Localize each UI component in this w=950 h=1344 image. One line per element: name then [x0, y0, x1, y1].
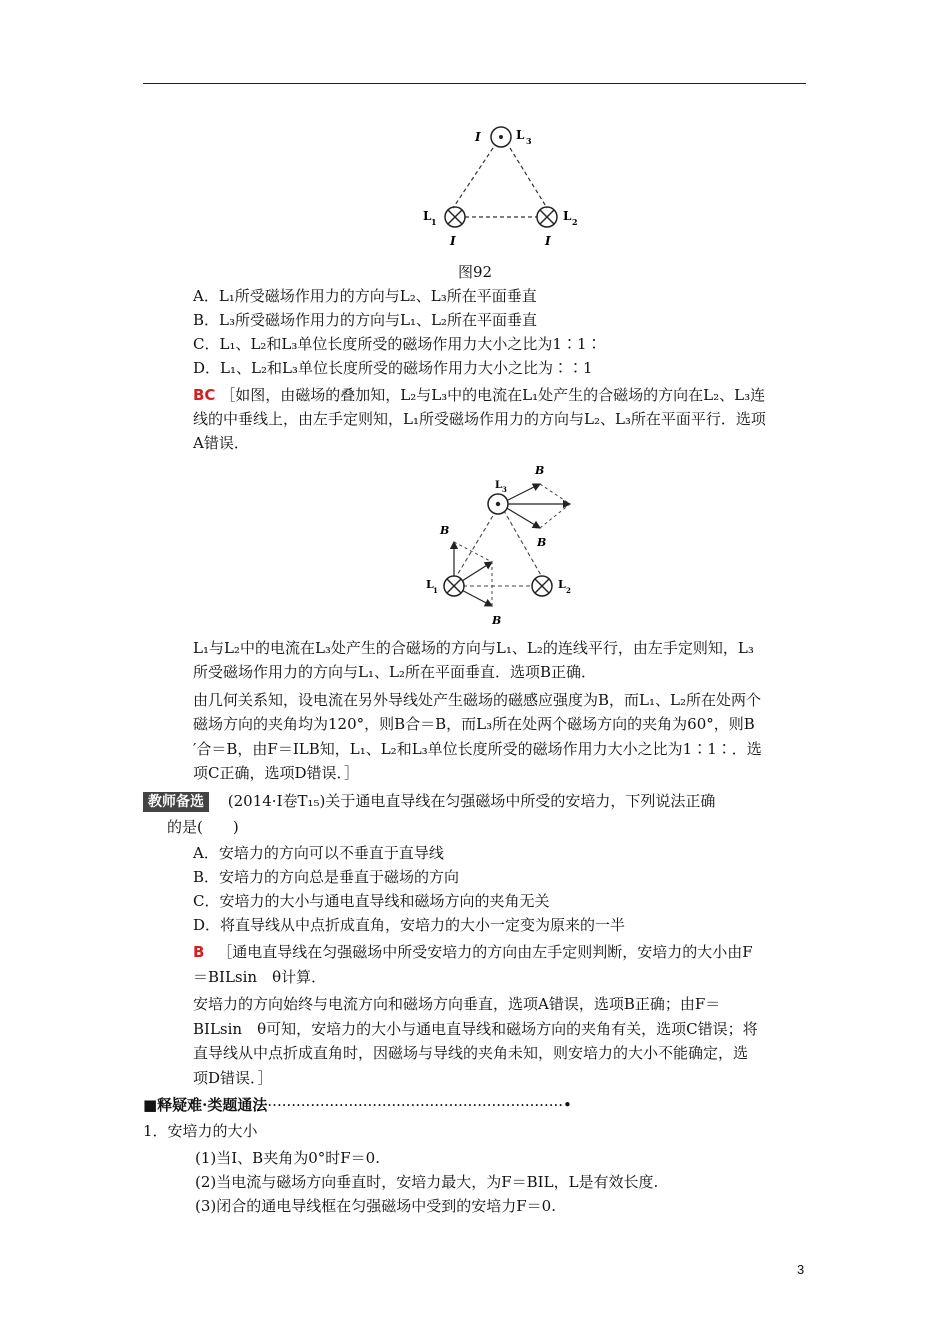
option-d: D．L₁、L₂和L₃单位长度所受的磁场作用力大小之比为∶∶1: [193, 359, 593, 377]
svg-text:2: 2: [566, 586, 571, 595]
label-l3: L: [495, 480, 503, 491]
teacher-explanation: BILsin θ可知，安培力的大小与通电直导线和磁场方向的夹角有关，选项C错误；将: [193, 1020, 758, 1038]
explanation-line: A错误．: [193, 434, 249, 452]
label-l1: L: [426, 578, 434, 591]
explanation-line: 线的中垂线上，由左手定则知，L₁所受磁场作用力的方向与L₂、L₃所在平面平行．选项: [193, 410, 766, 428]
label-l2: L: [558, 578, 566, 591]
section-point: (2)当电流与磁场方向垂直时，安培力最大，为F＝BIL，L是有效长度.: [195, 1173, 659, 1191]
teacher-explanation: 安培力的方向始终与电流方向和磁场方向垂直，选项A错误，选项B正确；由F＝: [193, 995, 721, 1013]
explanation2-line: ′合＝B，由F＝ILB知，L₁、L₂和L₃单位长度所受的磁场作用力大小之比为1∶1∶．选: [193, 740, 762, 758]
option-b: B．L₃所受磁场作用力的方向与L₁、L₂所在平面垂直: [193, 311, 537, 329]
section-item-1: 1．安培力的大小: [143, 1122, 258, 1140]
teacher-explanation: ［通电直导线在匀强磁场中所受安培力的方向由左手定则判断，安培力的大小由F: [217, 943, 753, 961]
label-top-i: I: [475, 130, 481, 144]
teacher-explanation: 直导线从中点折成直角时，因磁场与导线的夹角未知，则安培力的大小不能确定，选: [193, 1044, 749, 1062]
explanation2-line: 由几何关系知，设电流在另外导线处产生磁场的磁感应强度为B，而L₁、L₂所在处两个: [193, 691, 761, 709]
teacher-option-d: D．将直导线从中点折成直角，安培力的大小一定变为原来的一半: [193, 916, 626, 934]
option-c: C．L₁、L₂和L₃单位长度所受的磁场作用力大小之比为1∶1∶: [193, 335, 602, 353]
label-b-mid: B: [537, 536, 547, 549]
label-l2: L: [563, 209, 572, 223]
page-number: 3: [797, 1262, 805, 1277]
teacher-badge: 教师备选: [143, 792, 209, 812]
wire-l1-in-icon: [444, 576, 464, 596]
label-l3: L: [516, 128, 525, 142]
section-point: (3)闭合的通电导线框在匀强磁场中受到的安培力F＝0.: [195, 1197, 556, 1215]
label-right-i: I: [545, 234, 551, 248]
wire-l3-out-icon: [491, 127, 511, 147]
figure1-caption: 图92: [457, 263, 493, 281]
svg-text:2: 2: [572, 217, 578, 227]
teacher-answer-label: B: [193, 943, 205, 961]
wire-l2-in-icon: [537, 207, 557, 227]
svg-text:3: 3: [502, 485, 507, 494]
section-point: (1)当I、B夹角为0°时F＝0.: [195, 1149, 380, 1167]
label-l1: L: [423, 209, 432, 223]
teacher-stem: 的是( ): [167, 818, 239, 836]
svg-text:1: 1: [433, 586, 438, 595]
wire-l3-out-icon: [488, 494, 508, 514]
teacher-explanation: 项D错误．］: [193, 1069, 273, 1087]
teacher-explanation: ＝BILsin θ计算．: [193, 968, 327, 986]
wire-l2-in-icon: [532, 576, 552, 596]
label-left-i: I: [450, 234, 456, 248]
figure-three-wires: [415, 120, 595, 255]
teacher-option-b: B．安培力的方向总是垂直于磁场的方向: [193, 868, 460, 886]
wire-l1-in-icon: [445, 207, 465, 227]
section-title: ■释疑难·类题通法: [143, 1096, 268, 1114]
svg-text:3: 3: [526, 136, 532, 146]
teacher-option-c: C．安培力的大小与通电直导线和磁场方向的夹角无关: [193, 892, 550, 910]
option-a: A．L₁所受磁场作用力的方向与L₂、L₃所在平面垂直: [193, 287, 537, 305]
header-rule: [143, 83, 806, 84]
explanation2-line: 项C正确，选项D错误．］: [193, 764, 360, 782]
teacher-stem: (2014·Ⅰ卷T₁₅)关于通电直导线在匀强磁场中所受的安培力，下列说法正确: [227, 792, 716, 810]
label-b-bottom: B: [492, 614, 502, 627]
label-b-top: B: [535, 464, 545, 477]
explanation2-line: 磁场方向的夹角均为120°，则B合＝B，而L₃所在处两个磁场方向的夹角为60°，则B: [193, 715, 755, 733]
section-dots: ······························································•: [267, 1096, 572, 1114]
explanation2-line: 所受磁场作用力的方向与L₁、L₂所在平面垂直．选项B正确．: [193, 663, 596, 681]
label-b-left: B: [440, 524, 450, 537]
explanation2-line: L₁与L₂中的电流在L₃处产生的合磁场的方向与L₁、L₂的连线平行，由左手定则知，L₃: [193, 639, 754, 657]
explanation-line: ［如图，由磁场的叠加知，L₂与L₃中的电流在L₁处产生的合磁场的方向在L₂、L₃连: [220, 386, 766, 404]
answer-label: BC: [193, 386, 216, 404]
svg-text:1: 1: [431, 217, 437, 227]
figure-field-superposition: [418, 462, 588, 632]
teacher-option-a: A．安培力的方向可以不垂直于直导线: [193, 844, 444, 862]
